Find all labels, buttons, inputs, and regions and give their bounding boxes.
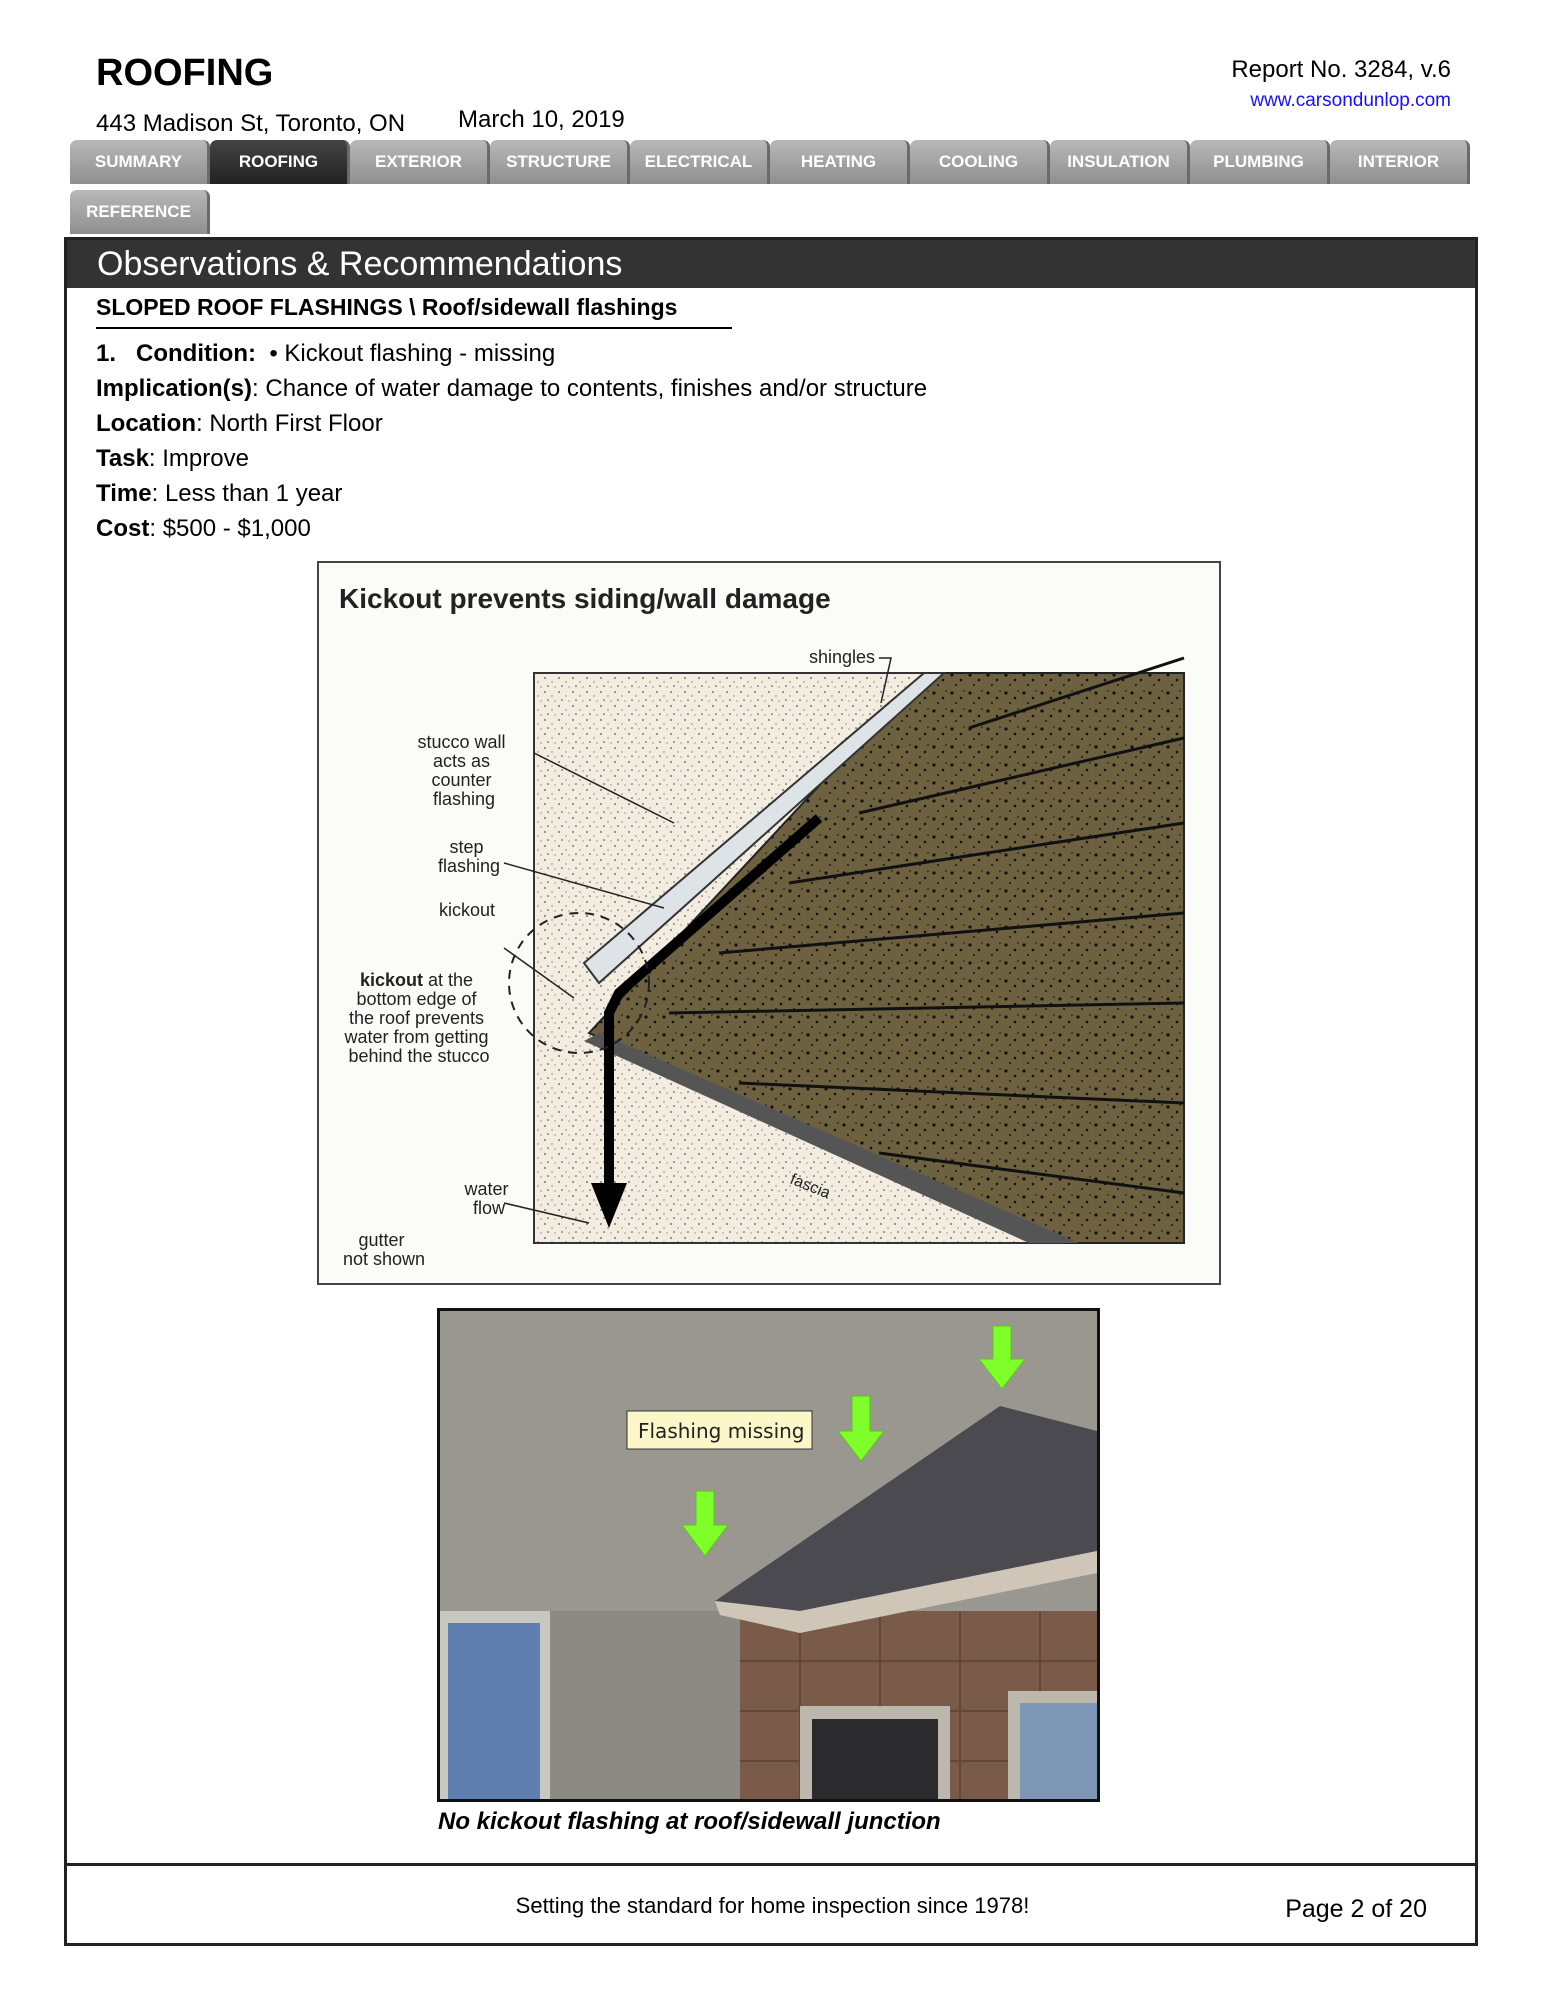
tab-electrical[interactable]: ELECTRICAL [630,140,770,184]
stucco-label: stucco wall acts as counter flashing [417,732,506,809]
fascia-label: fascia [787,1170,833,1203]
inspection-photo [437,1308,1100,1802]
flashing-missing-label: Flashing missing [638,1419,805,1443]
implication-line: Implication(s): Chance of water damage to contents, finishes and/or structure [96,375,928,402]
footer-tagline: Setting the standard for home inspection since 1978! [515,1893,1030,1918]
diagram-title: Kickout prevents siding/wall damage [339,583,831,614]
time-value: Less than 1 year [164,480,343,507]
report-date: March 10, 2019 [458,106,625,133]
page-title: ROOFING [96,52,274,94]
diagram-illustration [319,563,1219,1283]
tab-insulation[interactable]: INSULATION [1050,140,1190,184]
tab-roofing[interactable]: ROOFING [210,140,350,184]
kickout-label: kickout [439,900,496,920]
bullet-icon: • [262,340,285,367]
photo-window-left [448,1623,540,1799]
location-label: Location [96,410,196,437]
task-label: Task [96,445,149,472]
photo-window-center [812,1719,938,1799]
condition-label: Condition: [136,340,256,367]
tab-interior[interactable]: INTERIOR [1330,140,1470,184]
time-label: Time [96,480,152,507]
task-line: Task: Improve [96,445,249,472]
tab-summary[interactable]: SUMMARY [70,140,210,184]
condition-line [96,340,555,368]
implication-value: Chance of water damage to contents, finishes and/or structure [265,375,928,402]
water-flow-label: water flow [464,1179,509,1218]
section-title: SLOPED ROOF FLASHINGS \ Roof/sidewall flashings [96,294,732,329]
cost-line: Cost: $500 - $1,000 [96,515,311,542]
shingles-label: shingles [809,647,876,667]
photo-window-right [1020,1703,1097,1799]
cost-label: Cost [96,515,150,542]
tab-plumbing[interactable]: PLUMBING [1190,140,1330,184]
tab-heating[interactable]: HEATING [770,140,910,184]
implication-label: Implication(s) [96,375,253,402]
photo-illustration [440,1311,1097,1799]
cost-value: $500 - $1,000 [162,515,311,542]
report-number: Report No. 3284, v.6 [1231,56,1451,83]
tab-cooling[interactable]: COOLING [910,140,1050,184]
property-address: 443 Madison St, Toronto, ON [96,110,406,137]
location-line: Location: North First Floor [96,410,383,437]
time-line: Time: Less than 1 year [96,480,343,507]
kickout-diagram [317,561,1221,1285]
observations-header: Observations & Recommendations [67,240,1475,288]
photo-caption: No kickout flashing at roof/sidewall junction [438,1808,941,1835]
tab-reference[interactable]: REFERENCE [70,190,210,234]
task-value: Improve [162,445,249,472]
location-value: North First Floor [209,410,383,437]
step-flashing-label: step flashing [437,837,501,876]
page-number: Page 2 of 20 [1285,1895,1427,1923]
kickout-description: kickout at the bottom edge of the roof prevents water from getting behind the stucco [344,970,490,1066]
gutter-label: gutter not shown [342,1230,426,1269]
tab-exterior[interactable]: EXTERIOR [350,140,490,184]
website-link[interactable]: www.carsondunlop.com [1250,90,1451,111]
item-number: 1. [96,340,117,367]
footer-divider [67,1863,1475,1866]
condition-value: Kickout flashing - missing [284,340,556,367]
tab-structure[interactable]: STRUCTURE [490,140,630,184]
